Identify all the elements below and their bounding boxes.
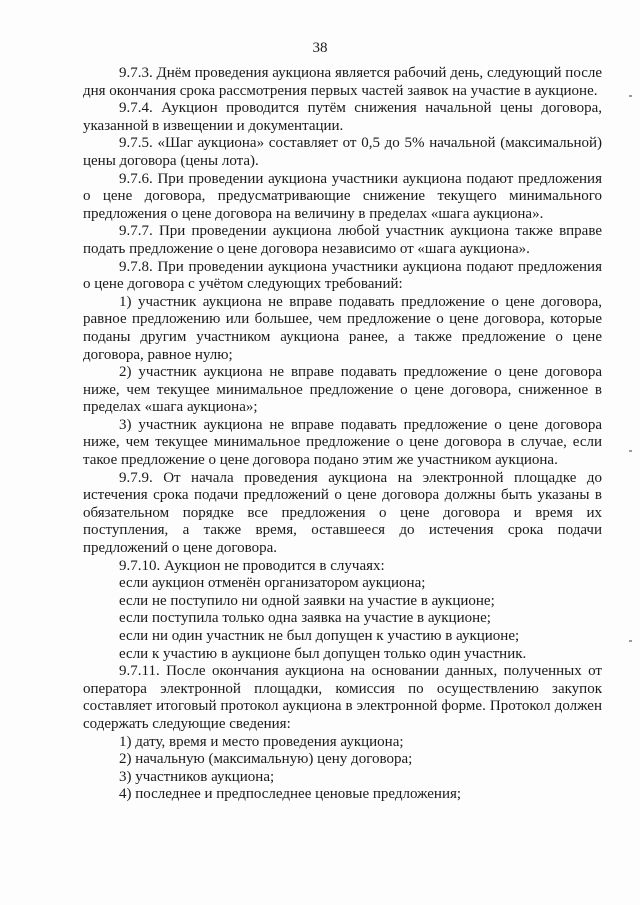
paragraph-9-7-5: 9.7.5. «Шаг аукциона» составляет от 0,5 до 5% начальной (максимальной) цены договора (цены лота). — [83, 135, 602, 169]
paragraph-9-7-8: 9.7.8. При проведении аукциона участники аукциона подают предложения о цене договора с учётом следующих требований: — [83, 258, 602, 293]
paragraph-9-7-6: 9.7.6. При проведении аукциона участники аукциона подают предложения о цене договора, предусматривающие снижение текущего минимального предложения о цене договора на величину в пределах «шага аукциона». — [83, 170, 602, 222]
page-number: 38 — [312, 40, 328, 56]
paragraph-9-7-7: 9.7.7. При проведении аукциона любой участник аукциона также вправе подать предложение о цене договора независимо от «шага аукциона». — [83, 223, 602, 257]
requirement-2: 2) участник аукциона не вправе подавать предложение о цене договора ниже, чем текущее минимальное предложение о цене договора, сниженное в пределах «шага аукциона»; — [83, 364, 602, 416]
paragraph-9-7-9: 9.7.9. От начала проведения аукциона на электронной площадке до истечения срока подачи предложений о цене договора должны быть указаны в обязательном порядке все предложения о цене договора и время их поступления, а также время, оставшееся до истечения срока подачи предложений о цене договора. — [83, 469, 602, 557]
paragraph-9-7-4: 9.7.4. Аукцион проводится путём снижения начальной цены договора, указанной в извещении и документации. — [83, 100, 602, 134]
scan-mark — [629, 450, 632, 452]
case-item: если аукцион отменён организатором аукциона; — [119, 575, 426, 592]
case-item: если ни один участник не был допущен к участию в аукционе; — [119, 628, 520, 644]
protocol-item: 3) участников аукциона; — [119, 768, 275, 785]
scan-mark — [629, 95, 632, 97]
case-item: если к участию в аукционе был допущен только один участник. — [119, 645, 527, 662]
case-item: если поступила только одна заявка на участие в аукционе; — [119, 610, 491, 627]
document-body — [83, 65, 602, 804]
case-item: если не поступило ни одной заявки на участие в аукционе; — [119, 592, 495, 609]
requirement-3: 3) участник аукциона не вправе подавать предложение о цене договора ниже, чем текущее минимальное предложение о цене договора в случае, если такое предложение о цене договора подано этим же участником аукциона. — [83, 416, 602, 469]
protocol-item: 4) последнее и предпоследнее ценовые предложения; — [119, 786, 462, 803]
paragraph-9-7-11: 9.7.11. После окончания аукциона на основании данных, полученных от оператора электронной площадки, комиссия по осуществлению закупок составляет итоговый протокол аукциона в электронной форме. Протокол должен содержать следующие сведения: — [83, 663, 602, 732]
protocol-item: 1) дату, время и место проведения аукциона; — [119, 733, 404, 750]
paragraph-9-7-10: 9.7.10. Аукцион не проводится в случаях: — [119, 557, 385, 574]
requirement-1: 1) участник аукциона не вправе подавать предложение о цене договора, равное предложению или большее, чем предложение о цене договора, которые поданы другим участником аукциона ранее, а также предложение о цене договора, равное нулю; — [83, 293, 602, 363]
paragraph-9-7-3: 9.7.3. Днём проведения аукциона является рабочий день, следующий после дня окончания срока рассмотрения первых частей заявок на участие в аукционе. — [83, 65, 602, 99]
protocol-item: 2) начальную (максимальную) цену договора; — [119, 751, 413, 768]
scan-mark — [629, 640, 632, 642]
